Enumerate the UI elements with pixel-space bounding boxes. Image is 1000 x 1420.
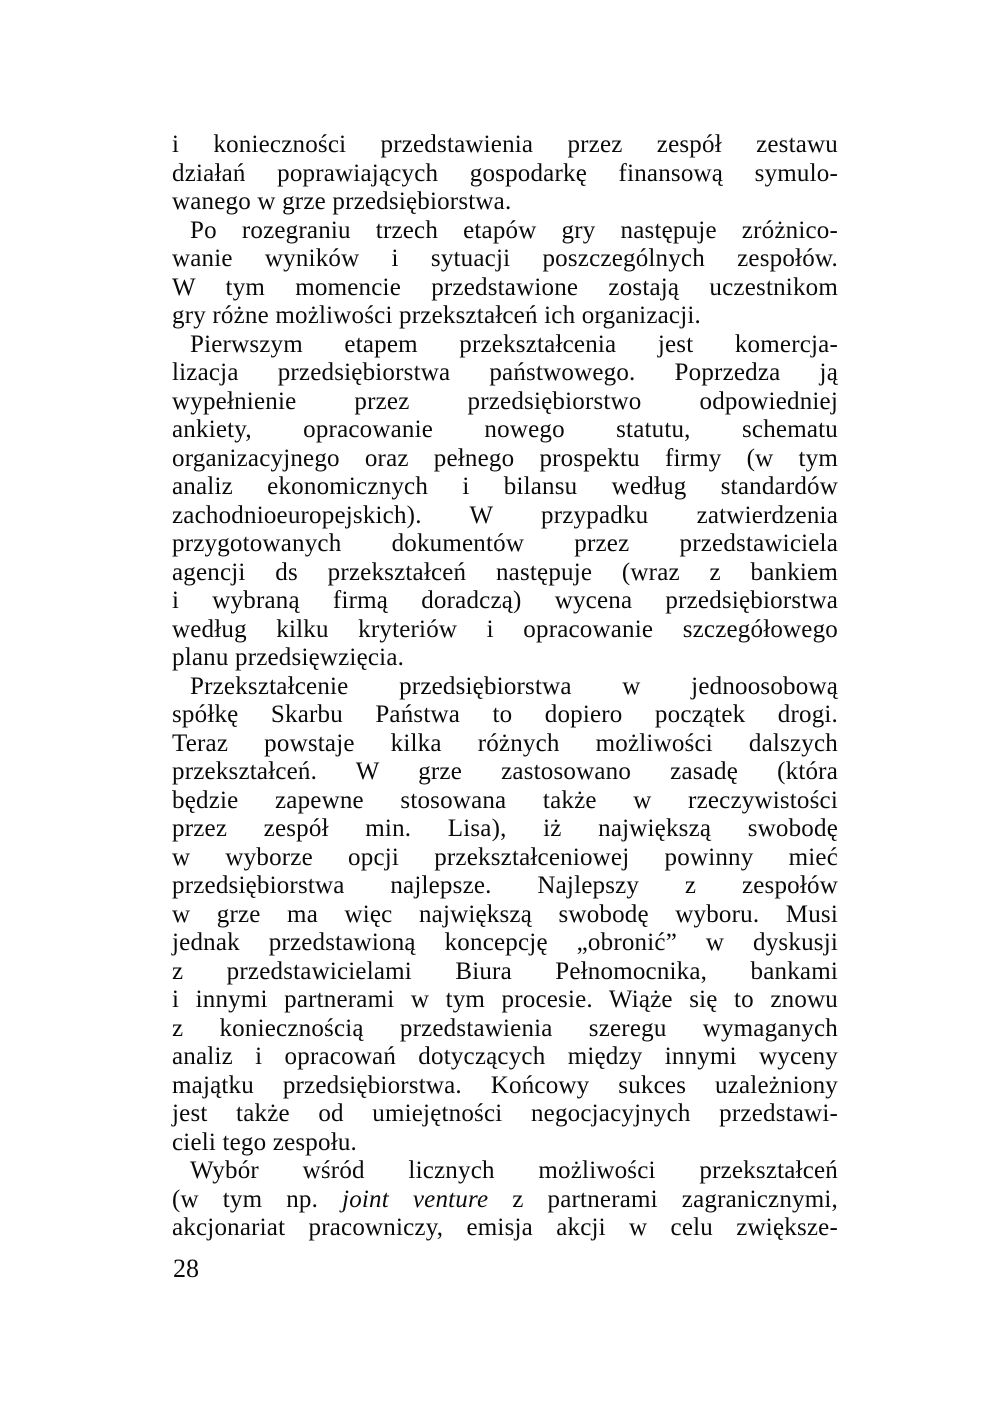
text-segment: z partnerami zagranicznymi, xyxy=(488,1185,838,1213)
text-line: Teraz powstaje kilka różnych możliwości dalszych xyxy=(172,729,838,757)
page-number: 28 xyxy=(173,1254,199,1283)
text-line: Pierwszym etapem przekształcenia jest komercja- xyxy=(190,330,838,358)
text-line-with-italic xyxy=(172,1186,838,1215)
text-line: organizacyjnego oraz pełnego prospektu firmy (w tym xyxy=(172,444,838,472)
text-line: i innymi partnerami w tym procesie. Wiąże się to znowu xyxy=(172,986,838,1013)
text-line: w wyborze opcji przekształceniowej powinny mieć xyxy=(172,843,838,871)
text-line: według kilku kryteriów i opracowanie szczegółowego xyxy=(172,615,838,643)
text-line: analiz i opracowań dotyczących między innymi wyceny xyxy=(172,1043,838,1070)
text-line: spółkę Skarbu Państwa to dopiero początek drogi. xyxy=(172,701,838,728)
text-line: będzie zapewne stosowana także w rzeczywistości xyxy=(172,786,838,814)
italic-phrase: joint venture xyxy=(342,1185,489,1213)
text-line: w grze ma więc największą swobodę wyboru. Musi xyxy=(172,900,838,928)
text-line: cieli tego zespołu. xyxy=(172,1128,357,1156)
text-line: wanie wyników i sytuacji poszczególnych zespołów. xyxy=(172,245,838,272)
text-segment: (w tym np. xyxy=(172,1185,343,1213)
text-line: przez zespół min. Lisa), iż największą swobodę xyxy=(172,815,838,842)
text-line: jest także od umiejętności negocjacyjnych przedstawi- xyxy=(172,1100,838,1127)
text-line: działań poprawiających gospodarkę finansową symulo- xyxy=(172,159,838,187)
text-line: i konieczności przedstawienia przez zespół zestawu xyxy=(172,131,838,158)
text-line: majątku przedsiębiorstwa. Końcowy sukces uzależniony xyxy=(172,1071,838,1099)
text-line: wypełnienie przez przedsiębiorstwo odpowiedniej xyxy=(172,387,838,415)
text-line: z koniecznością przedstawienia szeregu wymaganych xyxy=(172,1014,838,1042)
text-line: wanego w grze przedsiębiorstwa. xyxy=(172,188,512,215)
page-text xyxy=(172,131,838,1243)
text-line: Przekształcenie przedsiębiorstwa w jednoosobową xyxy=(190,672,838,700)
text-line: przygotowanych dokumentów przez przedstawiciela xyxy=(172,530,838,557)
text-line: W tym momencie przedstawione zostają uczestnikom xyxy=(172,273,838,301)
text-line: zachodnioeuropejskich). W przypadku zatwierdzenia xyxy=(172,501,838,529)
text-line: i wybraną firmą doradczą) wycena przedsiębiorstwa xyxy=(172,587,838,614)
text-line: planu przedsięwzięcia. xyxy=(172,644,405,671)
text-line: akcjonariat pracowniczy, emisja akcji w celu zwiększe- xyxy=(172,1214,838,1241)
text-line: analiz ekonomicznych i bilansu według standardów xyxy=(172,473,838,500)
text-line: ankiety, opracowanie nowego statutu, schematu xyxy=(172,416,838,443)
text-line: gry różne możliwości przekształceń ich organizacji. xyxy=(172,302,701,329)
text-line: Po rozegraniu trzech etapów gry następuje zróżnico- xyxy=(190,216,838,244)
text-line: z przedstawicielami Biura Pełnomocnika, bankami xyxy=(172,957,838,985)
text-line: jednak przedstawioną koncepcję „obronić” w dyskusji xyxy=(172,929,838,956)
text-line: Wybór wśród licznych możliwości przekształceń xyxy=(190,1157,838,1184)
text-line: agencji ds przekształceń następuje (wraz z bankiem xyxy=(172,558,838,586)
text-line: przekształceń. W grze zastosowano zasadę (która xyxy=(172,758,838,785)
text-line: przedsiębiorstwa najlepsze. Najlepszy z zespołów xyxy=(172,872,838,899)
text-line: lizacja przedsiębiorstwa państwowego. Poprzedza ją xyxy=(172,359,838,386)
